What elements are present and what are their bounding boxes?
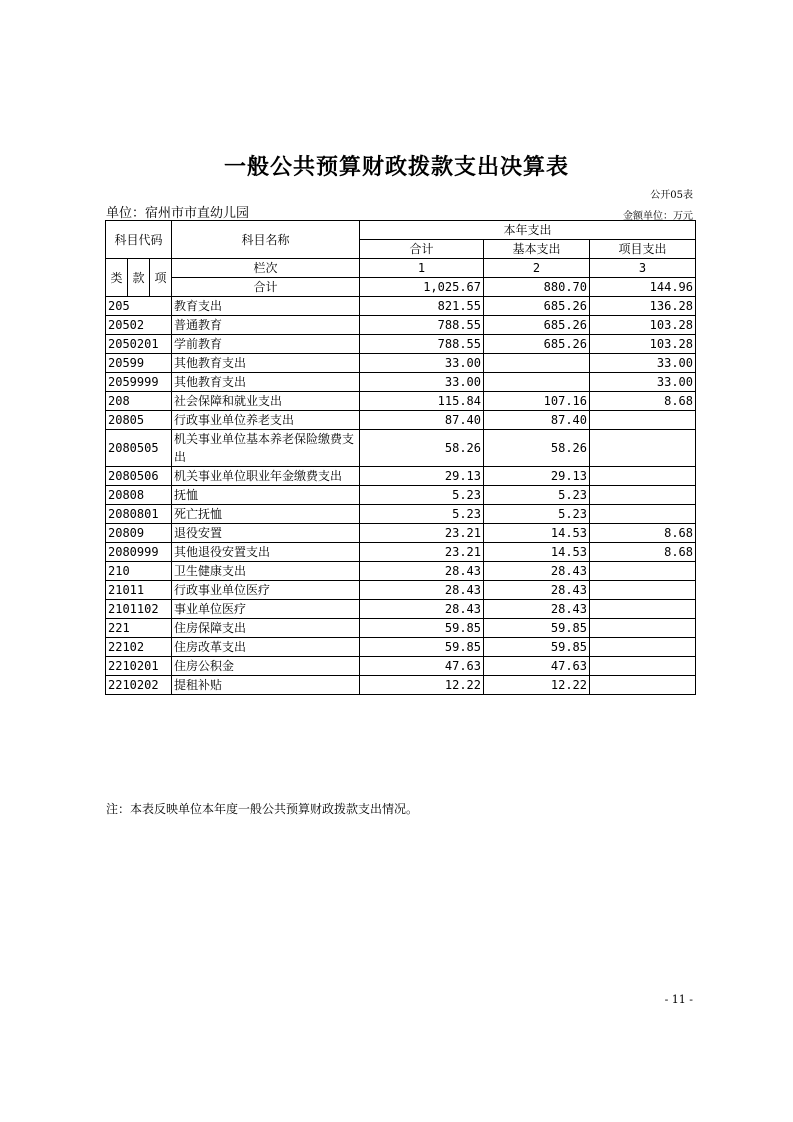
row-name: 退役安置 (172, 524, 360, 543)
row-total: 59.85 (360, 619, 484, 638)
row-project (590, 600, 696, 619)
row-basic: 28.43 (484, 562, 590, 581)
row-total: 788.55 (360, 335, 484, 354)
row-basic: 58.26 (484, 430, 590, 467)
header-current-year: 本年支出 (360, 221, 696, 240)
row-name: 提租补贴 (172, 676, 360, 695)
row-code: 2059999 (106, 373, 172, 392)
row-project: 33.00 (590, 354, 696, 373)
row-name: 其他教育支出 (172, 373, 360, 392)
row-code: 2210202 (106, 676, 172, 695)
row-code: 221 (106, 619, 172, 638)
row-basic: 685.26 (484, 297, 590, 316)
row-basic: 107.16 (484, 392, 590, 411)
table-row (106, 486, 696, 505)
row-project (590, 638, 696, 657)
row-project (590, 467, 696, 486)
row-project (590, 486, 696, 505)
header-project: 项目支出 (590, 240, 696, 259)
row-project: 136.28 (590, 297, 696, 316)
row-code: 21011 (106, 581, 172, 600)
row-code: 2080801 (106, 505, 172, 524)
row-basic: 28.43 (484, 600, 590, 619)
row-code: 208 (106, 392, 172, 411)
total-row-project: 144.96 (590, 278, 696, 297)
expenditure-table (105, 220, 696, 695)
header-column-order: 栏次 (172, 259, 360, 278)
table-row (106, 619, 696, 638)
row-total: 5.23 (360, 505, 484, 524)
page-title: 一般公共预算财政拨款支出决算表 (223, 155, 569, 180)
table-row (106, 581, 696, 600)
row-code: 20805 (106, 411, 172, 430)
table-row (106, 411, 696, 430)
row-basic: 685.26 (484, 316, 590, 335)
table-row (106, 467, 696, 486)
table-row (106, 354, 696, 373)
row-basic: 59.85 (484, 638, 590, 657)
row-name: 死亡抚恤 (172, 505, 360, 524)
row-basic (484, 354, 590, 373)
row-code: 2210201 (106, 657, 172, 676)
row-total: 788.55 (360, 316, 484, 335)
row-total: 28.43 (360, 581, 484, 600)
row-total: 33.00 (360, 373, 484, 392)
row-name: 其他退役安置支出 (172, 543, 360, 562)
row-project (590, 505, 696, 524)
row-total: 821.55 (360, 297, 484, 316)
row-project (590, 657, 696, 676)
row-basic: 29.13 (484, 467, 590, 486)
table-row (106, 638, 696, 657)
row-project (590, 562, 696, 581)
row-project: 8.68 (590, 543, 696, 562)
row-total: 5.23 (360, 486, 484, 505)
row-basic: 14.53 (484, 524, 590, 543)
row-project (590, 411, 696, 430)
row-name: 社会保障和就业支出 (172, 392, 360, 411)
row-code: 2080999 (106, 543, 172, 562)
row-basic: 5.23 (484, 505, 590, 524)
row-basic: 28.43 (484, 581, 590, 600)
row-total: 23.21 (360, 543, 484, 562)
row-code: 20502 (106, 316, 172, 335)
row-code: 20809 (106, 524, 172, 543)
table-row (106, 505, 696, 524)
row-project (590, 430, 696, 467)
row-project: 8.68 (590, 524, 696, 543)
row-project: 8.68 (590, 392, 696, 411)
header-basic: 基本支出 (484, 240, 590, 259)
table-row (106, 392, 696, 411)
row-name: 教育支出 (172, 297, 360, 316)
row-basic: 685.26 (484, 335, 590, 354)
row-total: 12.22 (360, 676, 484, 695)
table-row (106, 657, 696, 676)
row-name: 住房公积金 (172, 657, 360, 676)
row-name: 住房改革支出 (172, 638, 360, 657)
row-name: 卫生健康支出 (172, 562, 360, 581)
row-code: 210 (106, 562, 172, 581)
row-total: 28.43 (360, 562, 484, 581)
row-total: 23.21 (360, 524, 484, 543)
row-total: 29.13 (360, 467, 484, 486)
table-row (106, 524, 696, 543)
row-name: 事业单位医疗 (172, 600, 360, 619)
row-basic: 5.23 (484, 486, 590, 505)
header-class: 类 (106, 259, 128, 297)
row-name: 其他教育支出 (172, 354, 360, 373)
row-basic: 14.53 (484, 543, 590, 562)
row-name: 抚恤 (172, 486, 360, 505)
row-code: 20808 (106, 486, 172, 505)
table-row (106, 676, 696, 695)
row-name: 机关事业单位职业年金缴费支出 (172, 467, 360, 486)
header-section: 款 (128, 259, 150, 297)
row-project: 33.00 (590, 373, 696, 392)
row-code: 2050201 (106, 335, 172, 354)
table-row (106, 373, 696, 392)
row-total: 59.85 (360, 638, 484, 657)
header-col3: 3 (590, 259, 696, 278)
row-basic (484, 373, 590, 392)
header-total: 合计 (360, 240, 484, 259)
table-row (106, 297, 696, 316)
row-basic: 12.22 (484, 676, 590, 695)
row-name: 学前教育 (172, 335, 360, 354)
row-name: 行政事业单位养老支出 (172, 411, 360, 430)
row-project (590, 676, 696, 695)
table-row (106, 543, 696, 562)
header-col1: 1 (360, 259, 484, 278)
row-basic: 59.85 (484, 619, 590, 638)
row-total: 87.40 (360, 411, 484, 430)
table-row (106, 430, 696, 467)
row-basic: 47.63 (484, 657, 590, 676)
row-code: 2080505 (106, 430, 172, 467)
table-note: 注：本表反映单位本年度一般公共预算财政拨款支出情况。 (106, 802, 419, 816)
header-col2: 2 (484, 259, 590, 278)
table-row (106, 316, 696, 335)
table-row (106, 562, 696, 581)
row-project: 103.28 (590, 335, 696, 354)
header-item: 项 (150, 259, 172, 297)
row-code: 20599 (106, 354, 172, 373)
header-name: 科目名称 (172, 221, 360, 259)
row-basic: 87.40 (484, 411, 590, 430)
row-name: 住房保障支出 (172, 619, 360, 638)
page-number: - 11 - (664, 993, 693, 1006)
row-name: 普通教育 (172, 316, 360, 335)
row-code: 22102 (106, 638, 172, 657)
table-row (106, 600, 696, 619)
row-code: 205 (106, 297, 172, 316)
total-row-basic: 880.70 (484, 278, 590, 297)
row-total: 58.26 (360, 430, 484, 467)
money-unit-label: 金额单位：万元 (623, 211, 693, 222)
row-total: 47.63 (360, 657, 484, 676)
row-code: 2101102 (106, 600, 172, 619)
form-number: 公开05表 (650, 190, 693, 201)
row-name: 机关事业单位基本养老保险缴费支出 (172, 430, 360, 467)
row-code: 2080506 (106, 467, 172, 486)
row-total: 33.00 (360, 354, 484, 373)
row-total: 115.84 (360, 392, 484, 411)
row-name: 行政事业单位医疗 (172, 581, 360, 600)
row-project (590, 581, 696, 600)
total-row-label: 合计 (172, 278, 360, 297)
row-project: 103.28 (590, 316, 696, 335)
row-total: 28.43 (360, 600, 484, 619)
header-code: 科目代码 (106, 221, 172, 259)
unit-label: 单位：宿州市市直幼儿园 (106, 206, 250, 221)
table-row (106, 335, 696, 354)
row-project (590, 619, 696, 638)
total-row-total: 1,025.67 (360, 278, 484, 297)
